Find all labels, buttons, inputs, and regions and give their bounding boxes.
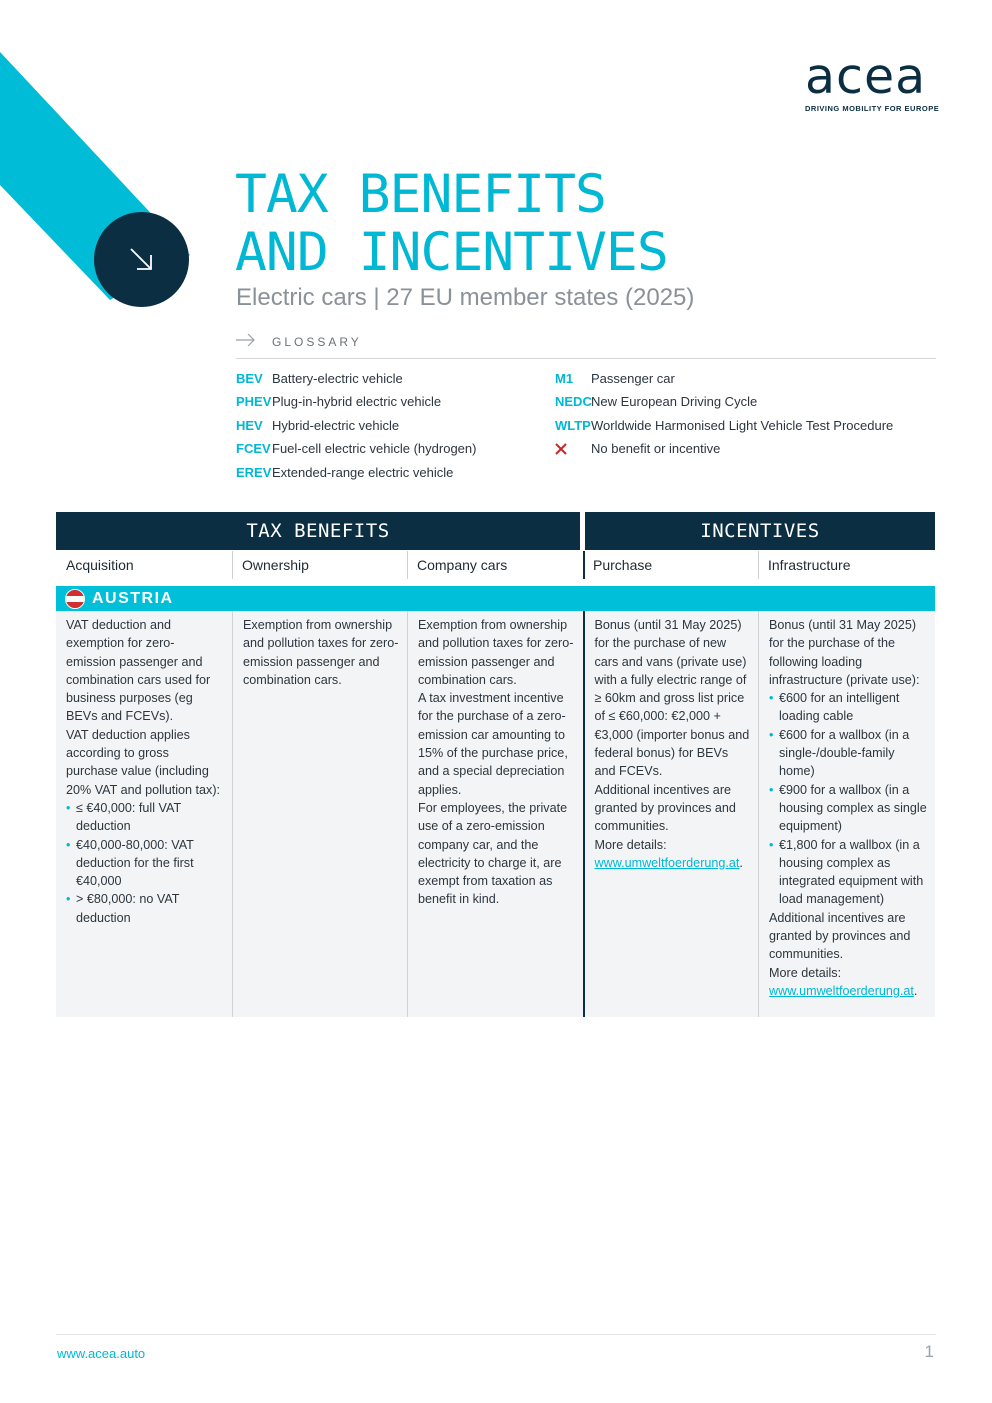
glossary-abbr: EREV [236,465,272,480]
cell-paragraph: VAT deduction and exemption for zero-emission passenger and combination cars used for business purposes (eg BEVs and FCEVs). [66,618,211,724]
bullet-item: • > €80,000: no VAT deduction [66,890,224,927]
glossary-definition: No benefit or incentive [591,441,721,456]
arrow-down-right-icon [127,245,157,275]
column-header-infrastructure: Infrastructure [768,557,851,573]
details-link[interactable]: www.umweltfoerderung.at [769,983,914,998]
austria-flag-icon [65,589,85,609]
glossary-abbr: BEV [236,371,263,386]
acea-logo [805,48,940,116]
bullet-item: • €600 for a wallbox (in a single-/double-family home) [769,726,927,781]
link-period: . [739,855,743,870]
glossary-definition: Plug-in-hybrid electric vehicle [272,394,442,409]
column-header-company-cars: Company cars [417,557,508,573]
cell-paragraph: Bonus (until 31 May 2025) for the purchase of new cars and vans (private use) with a fully electric range of ≥ 60km and gross list price of ≤ €60,000: €2,000 + €3,000 (importer bonus and federal bonus) for BEVs and FCEVs. [594,618,750,779]
cell-paragraph: Exemption from ownership and pollution taxes for zero-emission passenger and combination cars. [418,618,574,687]
cell-infrastructure [759,611,935,1017]
logo-wordmark: acea [805,48,927,105]
cell-company-cars [408,611,583,1017]
arrow-right-icon [236,333,256,347]
glossary-definition: Hybrid-electric vehicle [272,418,400,433]
bullet-item: • €1,800 for a wallbox (in a housing complex as integrated equipment with load management) [769,836,927,909]
link-line [769,982,927,1000]
glossary-abbr: PHEV [236,394,272,409]
cell-paragraph: For employees, the private use of a zero-emission company car, and the electricity to charge it, are exempt from taxation as benefit in kind. [418,800,568,907]
cell-paragraph: Additional incentives are granted by provinces and communities. [769,910,911,962]
glossary-header [236,333,936,359]
column-header-purchase: Purchase [593,557,653,573]
footer-divider [56,1334,936,1335]
cell-acquisition [56,611,232,1017]
details-link[interactable]: www.umweltfoerderung.at [594,855,740,870]
glossary-abbr: NEDC [555,394,592,409]
bullet-item: • €900 for a wallbox (in a housing complex as single equipment) [769,781,927,836]
glossary-abbr: FCEV [236,441,271,456]
bullet-item: • ≤ €40,000: full VAT deduction [66,799,224,836]
glossary-title: GLOSSARY [272,335,362,349]
bullet-item: • €40,000-80,000: VAT deduction for the first €40,000 [66,836,224,891]
bullet-item: • €600 for an intelligent loading cable [769,689,927,726]
glossary-abbr: WLTP [555,418,591,433]
cell-paragraph: More details: [594,837,667,852]
cell-ownership [233,611,407,1017]
logo-tagline: DRIVING MOBILITY FOR EUROPE [805,104,940,113]
column-header-acquisition: Acquisition [66,557,134,573]
country-name: AUSTRIA [92,589,174,607]
link-period: . [913,983,918,998]
cell-paragraph: Exemption from ownership and pollution taxes for zero-emission passenger and combination cars. [243,618,399,687]
glossary-abbr: HEV [236,418,263,433]
country-bar-austria [56,586,935,611]
link-line [595,854,751,872]
cell-paragraph: Bonus (until 31 May 2025) for the purchase of the following loading infrastructure (private use): [769,618,920,687]
column-header-ownership: Ownership [242,557,309,573]
arrow-circle [94,212,189,307]
cell-paragraph: VAT deduction applies according to gross purchase value (including 20% VAT and pollution tax): [66,727,221,797]
title-line-1: TAX BENEFITS [235,164,606,225]
page-subtitle: Electric cars | 27 EU member states (2025) [236,284,695,311]
glossary-definition: Extended-range electric vehicle [272,465,454,480]
cell-paragraph: More details: [769,965,842,980]
glossary-definition: Battery-electric vehicle [272,371,403,386]
cell-paragraph: A tax investment incentive for the purchase of a zero-emission car amounting to 15% of the purchase price, and a special depreciation applies. [418,691,568,797]
glossary-definition: Fuel-cell electric vehicle (hydrogen) [272,441,477,456]
tax-benefits-header: TAX BENEFITS [56,512,580,550]
footer-website-link[interactable]: www.acea.auto [57,1346,146,1361]
cell-paragraph: Additional incentives are granted by provinces and communities. [594,782,736,834]
glossary-definition: Passenger car [591,371,675,386]
title-line-2: AND INCENTIVES [235,222,668,283]
cell-purchase [585,611,759,1017]
glossary-definition: Worldwide Harmonised Light Vehicle Test Procedure [591,418,894,433]
cross-icon [555,443,567,455]
glossary-abbr: M1 [555,371,574,386]
incentives-header: INCENTIVES [585,512,935,550]
glossary-definition: New European Driving Cycle [591,394,758,409]
page-number: 1 [924,1342,934,1361]
